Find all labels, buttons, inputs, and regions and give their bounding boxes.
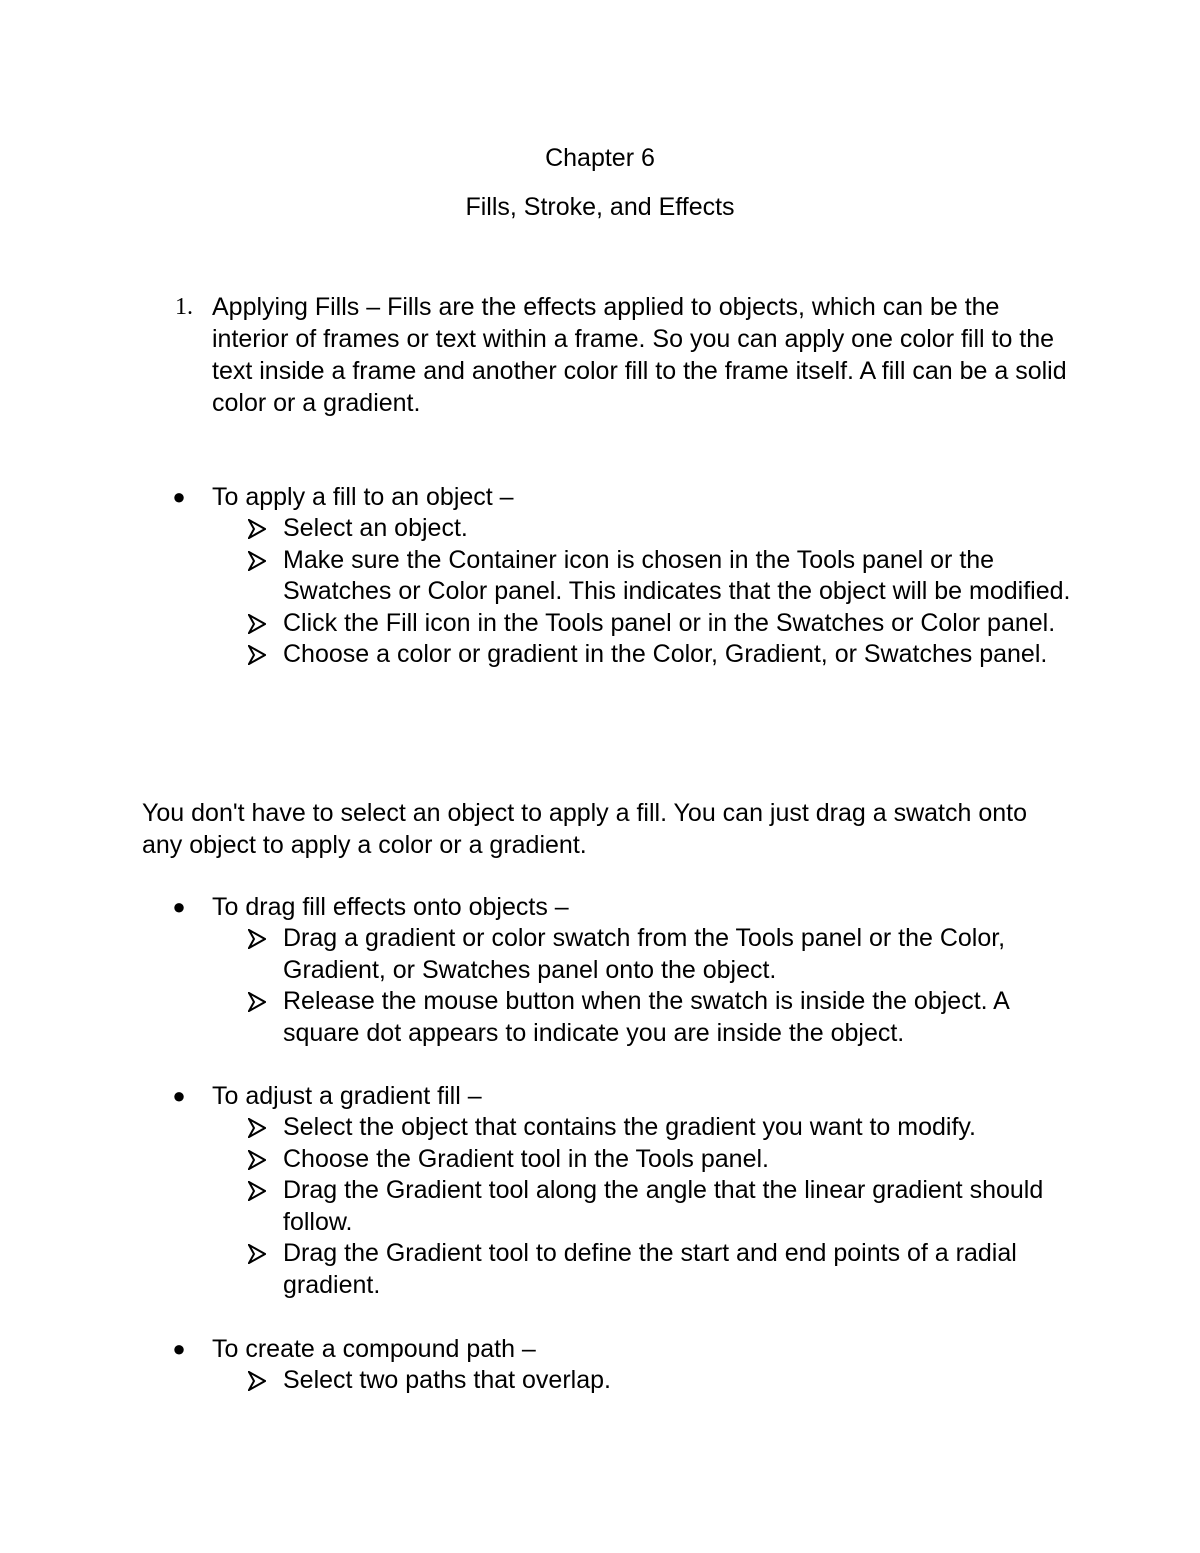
list-item-text: Select two paths that overlap. (283, 1366, 611, 1394)
list-item (0, 986, 1083, 1049)
arrow-bullet-icon (248, 519, 266, 539)
bullet-heading-text: To apply a fill to an object – (212, 483, 514, 511)
list-item-text: Select the object that contains the gradient you want to modify. (283, 1113, 977, 1141)
bullet-icon: ● (172, 1336, 186, 1361)
drag-note-paragraph: You don't have to select an object to apply a fill. You can just drag a swatch onto any object to apply a color or a gradient. (142, 799, 1028, 859)
arrow-bullet-icon (248, 1150, 266, 1170)
list-item (0, 608, 1083, 640)
list-item (0, 1175, 1083, 1238)
arrow-bullet-icon (248, 1371, 266, 1391)
arrow-bullet-icon (248, 1118, 266, 1138)
bullet-heading-text: To drag fill effects onto objects – (212, 893, 569, 921)
list-item-text: Release the mouse button when the swatch is inside the object. A square dot appears to indicate you are inside the object. (283, 987, 1009, 1047)
bullet-icon: ● (172, 894, 186, 919)
list-item (0, 1365, 1083, 1397)
arrow-bullet-icon (248, 929, 266, 949)
arrow-bullet-icon (248, 1181, 266, 1201)
bullet-icon: ● (172, 1083, 186, 1108)
bullet-heading (0, 891, 1200, 923)
list-item (0, 513, 1083, 545)
bullet-heading (0, 1080, 1200, 1112)
list-item (0, 1238, 1083, 1301)
list-item (0, 639, 1083, 671)
numbered-list-marker: 1. (175, 294, 193, 320)
list-item-text: Click the Fill icon in the Tools panel or in the Swatches or Color panel. (283, 608, 1056, 637)
list-item-text: Choose the Gradient tool in the Tools panel. (283, 1144, 769, 1173)
arrow-bullet-icon (248, 614, 266, 634)
arrow-bullet-icon (248, 1244, 266, 1264)
list-item (0, 1144, 1083, 1176)
chapter-title: Chapter 6 (545, 144, 655, 172)
list-item-text: Select an object. (283, 514, 468, 542)
section-compound-path (0, 1333, 1200, 1397)
list-item-text: Drag the Gradient tool along the angle that the linear gradient should follow. (283, 1176, 1044, 1236)
list-item-text: Drag a gradient or color swatch from the Tools panel or the Color, Gradient, or Swatches panel onto the object. (283, 924, 1006, 984)
list-item-text: Drag the Gradient tool to define the start and end points of a radial gradient. (283, 1239, 1017, 1299)
section-adjust-gradient (0, 1080, 1200, 1302)
bullet-heading (0, 481, 1200, 513)
list-item (0, 923, 1083, 986)
list-item-text: Make sure the Container icon is chosen in the Tools panel or the Swatches or Color panel. This indicates that the object will be modified. (283, 545, 1071, 606)
bullet-heading-text: To adjust a gradient fill – (212, 1082, 482, 1110)
bullet-icon: ● (172, 484, 186, 509)
chapter-subtitle: Fills, Stroke, and Effects (465, 193, 735, 221)
bullet-heading (0, 1333, 1200, 1365)
arrow-bullet-icon (248, 551, 266, 571)
bullet-heading-text: To create a compound path – (212, 1335, 536, 1363)
list-item-text: Choose a color or gradient in the Color, Gradient, or Swatches panel. (283, 640, 1048, 669)
arrow-bullet-icon (248, 645, 266, 665)
arrow-bullet-icon (248, 992, 266, 1012)
list-item (0, 1112, 1083, 1144)
numbered-list-item: Applying Fills – Fills are the effects applied to objects, which can be the interior of frames or text within a frame. So you can apply one color fill to the text inside a frame and another color fill to the frame itself. A fill can be a solid color or a gradient. (212, 293, 1067, 417)
list-item (0, 545, 1083, 608)
section-apply-fill (0, 481, 1200, 671)
section-drag-fill (0, 891, 1200, 1049)
